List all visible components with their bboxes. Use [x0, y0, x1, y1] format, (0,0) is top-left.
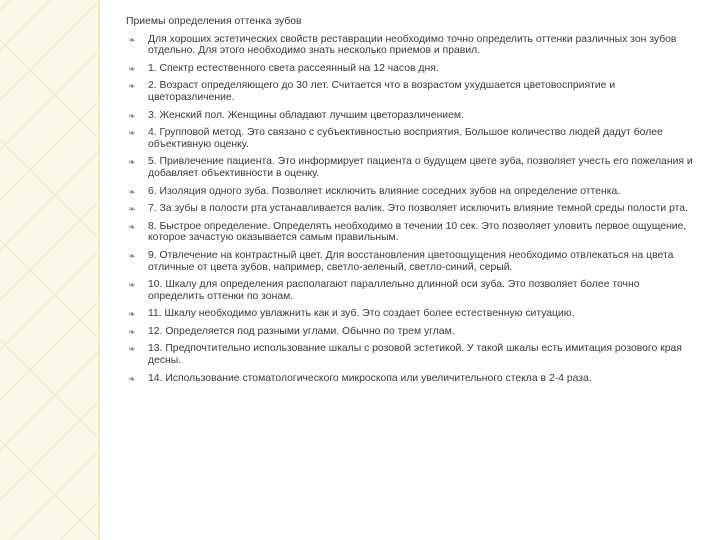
list-item: [126, 308, 698, 320]
list-item-text: 3. Женский пол. Женщины обладают лучшим цветоразличением.: [148, 109, 464, 121]
list-item: [126, 326, 698, 338]
leaf-bullet-icon: ❧: [128, 280, 136, 291]
leaf-bullet-icon: ❧: [128, 128, 136, 139]
list-item-text: 7. За зубы в полости рта устанавливается валик. Это позволяет исключить влияние темной среды полости рта.: [148, 203, 688, 215]
list-item: [126, 221, 698, 244]
list-item-text: 1. Спектр естественного света рассеянный на 12 часов дня.: [148, 62, 439, 74]
list-item: [126, 373, 698, 385]
list-item-text: 8. Быстрое определение. Определять необходимо в течении 10 сек. Это позволяет уловить первое ощущение, которое зачастую оказывается самым правильным.: [148, 220, 687, 244]
leaf-bullet-icon: ❧: [128, 373, 136, 384]
leaf-bullet-icon: ❧: [128, 34, 136, 45]
leaf-bullet-icon: ❧: [128, 221, 136, 232]
list-item-text: 14. Использование стоматологического микроскопа или увеличительного стекла в 2-4 раза.: [148, 372, 592, 384]
list-item-text: 2. Возраст определяющего до 30 лет. Считается что в возрастом ухудшается цветовосприятие и цветоразличение.: [148, 80, 616, 103]
diagonal-lines-pattern: [0, 0, 98, 540]
list-item-text: 4. Групповой метод. Это связано с субъективностью восприятия. Большое количество людей дадут более объективную оценку.: [148, 127, 663, 150]
list-item: [126, 80, 698, 103]
leaf-bullet-icon: ❧: [128, 204, 136, 215]
panel-divider: [98, 0, 100, 540]
list-item: [126, 343, 698, 366]
list-item-text: 11. Шкалу необходимо увлажнить как и зуб. Это создает более естественную ситуацию.: [148, 308, 575, 320]
list-item: [126, 110, 698, 122]
slide-title: Приемы определения оттенка зубов: [126, 16, 302, 27]
leaf-bullet-icon: ❧: [128, 309, 136, 320]
decorative-side-panel: [0, 0, 98, 540]
list-item-text: 6. Изоляция одного зуба. Позволяет исключить влияние соседних зубов на определение оттенка.: [148, 185, 621, 197]
list-item-text: 5. Привлечение пациента. Это информирует пациента о будущем цвете зуба, позволяет учесть его пожелания и добавляет объективности в оценку.: [148, 156, 693, 179]
list-item: [126, 186, 698, 198]
list-item: [126, 250, 698, 273]
list-item: [126, 34, 698, 57]
leaf-bullet-icon: ❧: [128, 110, 136, 121]
list-item: [126, 156, 698, 179]
leaf-bullet-icon: ❧: [128, 81, 136, 92]
leaf-bullet-icon: ❧: [128, 63, 136, 74]
leaf-bullet-icon: ❧: [128, 250, 136, 261]
leaf-bullet-icon: ❧: [128, 344, 136, 355]
list-item-text: 9. Отвлечение на контрастный цвет. Для восстановления цветоощущения необходимо отвлекаться на цвета отличные от цвета зубов, например, светло-зеленый, светло-синий, серый.: [148, 249, 674, 273]
list-item-text: 10. Шкалу для определения располагают параллельно длинной оси зуба. Это позволяет более точно определить оттенки по зонам.: [148, 279, 640, 302]
leaf-bullet-icon: ❧: [128, 326, 136, 337]
leaf-bullet-icon: ❧: [128, 157, 136, 168]
slide-content: [126, 16, 698, 390]
list-item: [126, 127, 698, 150]
list-item: [126, 203, 698, 215]
list-item: [126, 63, 698, 75]
leaf-bullet-icon: ❧: [128, 186, 136, 197]
list-item-text: 13. Предпочтительно использование шкалы с розовой эстетикой. У такой шкалы есть имитация розового края десны.: [148, 343, 682, 367]
list-item: [126, 279, 698, 302]
list-item-text: Для хороших эстетических свойств реставрации необходимо точно определить оттенки различных зон зубов отдельно. Для этого необходимо знать несколько приемов и правил.: [148, 33, 677, 57]
list-item-text: 12. Определяется под разными углами. Обычно по трем углам.: [148, 325, 455, 337]
bullet-list: [126, 34, 698, 385]
